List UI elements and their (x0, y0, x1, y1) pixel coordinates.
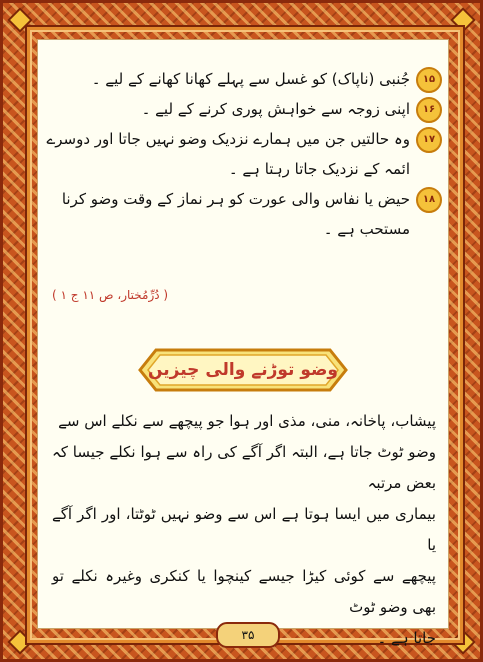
list-number-badge: ۱۸ (416, 187, 442, 213)
list-item-text: اپنی زوجہ سے خواہش پوری کرنے کے لیے ۔ (141, 100, 410, 118)
section-heading: وضو توڑنے والی چیزیں (147, 360, 338, 380)
list-number-badge: ۱۵ (416, 67, 442, 93)
numbered-list (38, 64, 442, 244)
page-number: ۳۵ (216, 622, 280, 648)
list-item-text: حیض یا نفاس والی عورت کو ہر نماز کے وقت وضو کرنا مستحب ہے ۔ (61, 190, 410, 238)
paragraph-line: بیماری میں ایسا ہوتا ہے اس سے وضو نہیں ٹوٹتا، اور اگر آگے یا (52, 505, 436, 554)
paragraph-line: جاتا ہے ۔ (377, 629, 436, 647)
list-number-badge: ۱۶ (416, 97, 442, 123)
list-item-text: جُنبی (ناپاک) کو غسل سے پہلے کھانا کھانے کے لیے ۔ (91, 70, 410, 88)
citation: ( دُرِّمُختار، ص ۱۱ ج ۱ ) (52, 288, 169, 302)
paragraph-line: پیچھے سے کوئی کیڑا جیسے کینچوا یا کنکری وغیرہ نکلے تو بھی وضو ٹوٹ (52, 567, 436, 616)
content-area (37, 39, 449, 647)
paragraph-line: وضو ٹوٹ جاتا ہے، البتہ اگر آگے کی راہ سے ہوا نکلے جیسا کہ بعض مرتبہ (52, 443, 436, 492)
list-item (38, 124, 442, 184)
paragraph-line: پیشاب، پاخانہ، منی، مذی اور ہوا جو پیچھے سے نکلے اس سے (58, 412, 436, 430)
list-number-badge: ۱۷ (416, 127, 442, 153)
body-paragraph (52, 406, 436, 654)
section-banner (134, 346, 352, 394)
list-item (38, 64, 442, 94)
list-item (38, 184, 442, 244)
list-item-text: وہ حالتیں جن میں ہمارے نزدیک وضو نہیں جاتا اور دوسرے ائمہ کے نزدیک جاتا رہتا ہے ۔ (46, 130, 410, 178)
list-item (38, 94, 442, 124)
